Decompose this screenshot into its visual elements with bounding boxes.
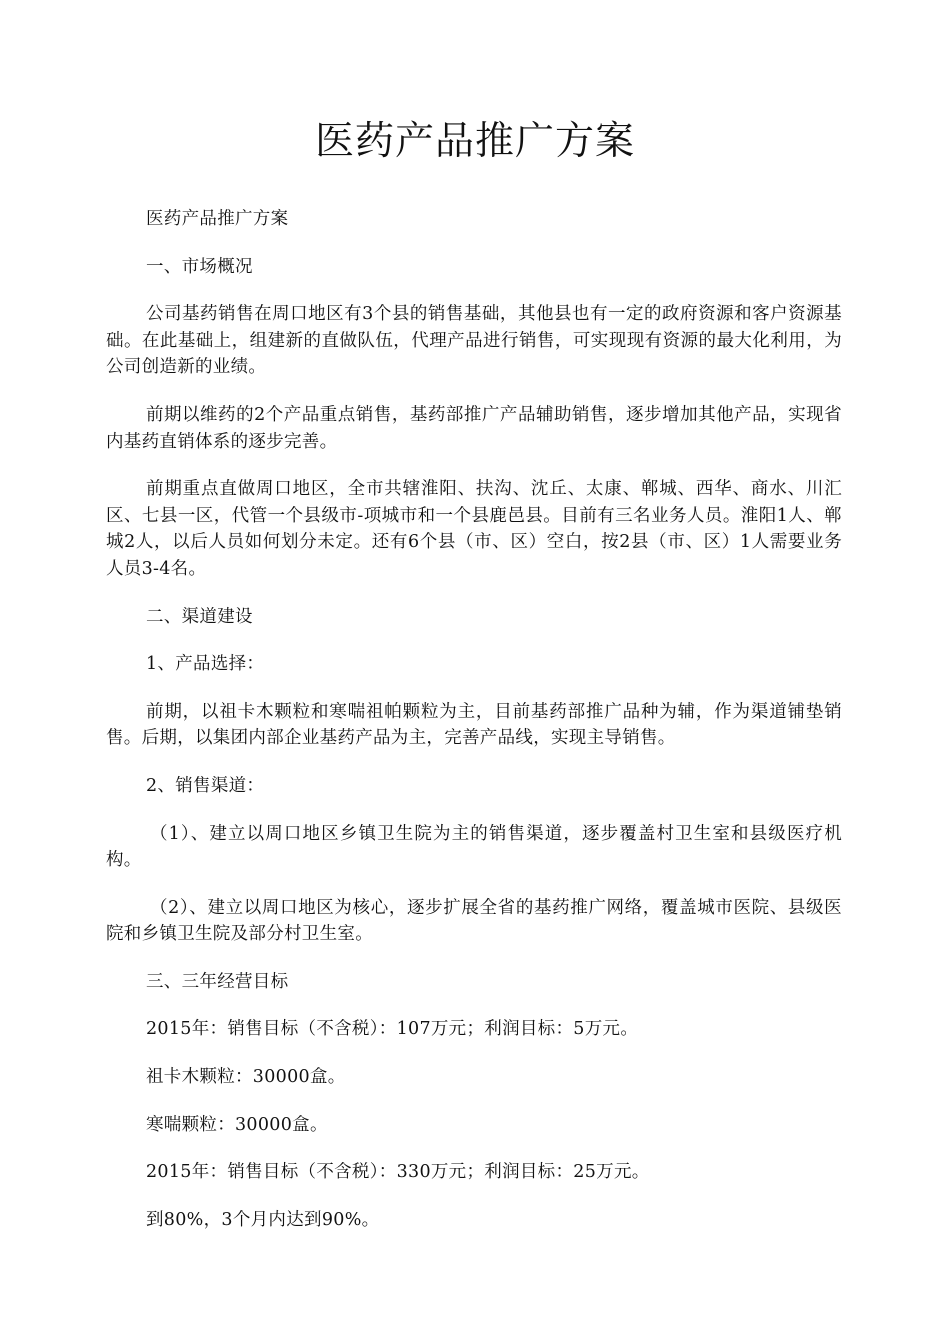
section-heading-channel-building: 二、渠道建设: [146, 606, 253, 627]
section-heading-market-overview: 一、市场概况: [146, 256, 253, 277]
paragraph-market-basis: 公司基药销售在周口地区有3个县的销售基础，其他县也有一定的政府资源和客户资源基础。在此基础上，组建新的直做队伍，代理产品进行销售，可实现现有资源的最大化利用，为公司创造新的业绩。: [106, 304, 842, 378]
subheading-product-selection: 1、产品选择：: [146, 654, 265, 675]
document-title: 医药产品推广方案: [314, 119, 635, 164]
document-body: [106, 206, 842, 1254]
section-heading-three-year-goals: 三、三年经营目标: [146, 971, 289, 992]
paragraph-channel-2: （2）、建立以周口地区为核心，逐步扩展全省的基药推广网络，覆盖城市医院、县级医院和乡镇卫生院及部分村卫生室。: [106, 897, 842, 945]
paragraph-goal-2015-a: 2015年：销售目标（不含税）：107万元；利润目标：5万元。: [146, 1019, 639, 1040]
paragraph-subtitle: 医药产品推广方案: [146, 209, 289, 229]
paragraph-percent-target: 到80%，3个月内达到90%。: [146, 1209, 380, 1230]
paragraph-zhoukou-region: 前期重点直做周口地区，全市共辖淮阳、扶沟、沈丘、太康、郸城、西华、商水、川汇区、七县一区，代管一个县级市-项城市和一个县鹿邑县。目前有三名业务人员。淮阳1人、郸城2人，以后人员如何划分未定。还有6个县（市、区）空白，按2县（市、区）1人需要业务人员3-4名。: [106, 479, 842, 579]
paragraph-channel-1: （1）、建立以周口地区乡镇卫生院为主的销售渠道，逐步覆盖村卫生室和县级医疗机构。: [106, 823, 842, 871]
subheading-sales-channels: 2、销售渠道：: [146, 775, 265, 796]
paragraph-early-sales: 前期以维药的2个产品重点销售，基药部推广产品辅助销售，逐步增加其他产品，实现省内基药直销体系的逐步完善。: [106, 404, 842, 452]
paragraph-hanchuan-target: 寒喘颗粒：30000盒。: [146, 1114, 328, 1135]
paragraph-goal-2015-b: 2015年：销售目标（不含税）：330万元；利润目标：25万元。: [146, 1162, 650, 1183]
paragraph-product-selection: 前期，以祖卡木颗粒和寒喘祖帕颗粒为主，目前基药部推广品种为辅，作为渠道铺垫销售。后期，以集团内部企业基药产品为主，完善产品线，实现主导销售。: [106, 701, 842, 749]
paragraph-zukamu-target: 祖卡木颗粒：30000盒。: [146, 1067, 346, 1088]
